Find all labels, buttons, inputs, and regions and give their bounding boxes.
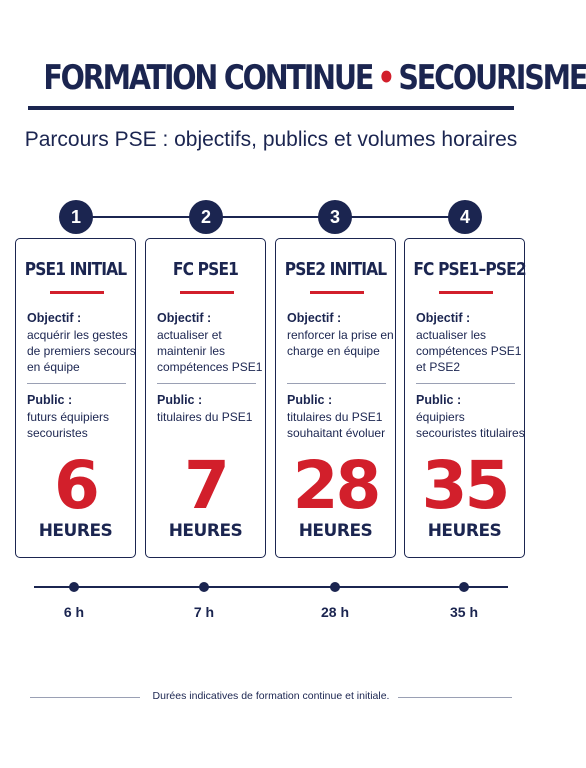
public-text: équipiers secouristes titulaires: [416, 410, 525, 440]
step-badge-2: 2: [189, 200, 223, 234]
card-title: PSE1 INITIAL: [24, 259, 127, 280]
timeline-axis: [34, 586, 508, 588]
step-badge-3: 3: [318, 200, 352, 234]
card-accent-line: [310, 291, 364, 294]
hours-unit: HEURES: [298, 521, 373, 541]
timeline-label-1: 6 h: [63, 604, 85, 620]
card-divider: [416, 383, 515, 384]
card-divider: [27, 383, 126, 384]
card-pse1-initial: [15, 238, 136, 558]
objectif-text: actualiser et maintenir les compétences PSE1: [157, 328, 263, 374]
hours-unit: HEURES: [38, 521, 113, 541]
title-part-1: FORMATION CONTINUE: [43, 58, 373, 98]
title-underline: [28, 106, 514, 110]
public-text: futurs équipiers secouristes: [27, 410, 110, 440]
timeline-dot-1: [69, 582, 79, 592]
card-accent-line: [439, 291, 493, 294]
objectif-text: renforcer la prise en charge en équipe: [287, 328, 394, 358]
card-accent-line: [180, 291, 234, 294]
card-accent-line: [50, 291, 104, 294]
card-pse2-initial: [275, 238, 396, 558]
steps-connector: [76, 216, 464, 218]
page-subtitle: Parcours PSE : objectifs, publics et volumes horaires: [24, 128, 518, 151]
public-label: Public :: [416, 393, 462, 407]
timeline-label-4: 35 h: [449, 604, 478, 620]
step-badge-4: 4: [448, 200, 482, 234]
card-divider: [157, 383, 256, 384]
public-text: titulaires du PSE1 souhaitant évoluer: [287, 410, 386, 440]
card-title: PSE2 INITIAL: [284, 259, 387, 280]
hours-unit: HEURES: [168, 521, 243, 541]
card-fc-pse1-pse2: [404, 238, 525, 558]
hours-value: 28: [292, 447, 379, 524]
title-separator: •: [377, 58, 394, 98]
hours-unit: HEURES: [427, 521, 502, 541]
hours-value: 7: [184, 447, 227, 524]
card-title: FC PSE1: [172, 259, 239, 280]
objectif-label: Objectif :: [27, 311, 82, 325]
timeline-dot-3: [330, 582, 340, 592]
timeline-dot-4: [459, 582, 469, 592]
page-title: [43, 58, 586, 98]
hours-value: 35: [421, 447, 508, 524]
public-text: titulaires du PSE1: [157, 410, 253, 424]
timeline-label-3: 28 h: [320, 604, 349, 620]
card-fc-pse1: [145, 238, 266, 558]
public-label: Public :: [157, 393, 203, 407]
title-part-2: SECOURISME: [398, 58, 586, 98]
step-badge-1: 1: [59, 200, 93, 234]
timeline-label-2: 7 h: [193, 604, 215, 620]
public-label: Public :: [287, 393, 333, 407]
card-title: FC PSE1–PSE2: [413, 259, 526, 280]
hours-value: 6: [54, 447, 97, 524]
objectif-text: acquérir les gestes de premiers secours en équipe: [27, 328, 136, 374]
objectif-text: actualiser les compétences PSE1 et PSE2: [416, 328, 522, 374]
card-divider: [287, 383, 386, 384]
timeline-dot-2: [199, 582, 209, 592]
objectif-label: Objectif :: [287, 311, 342, 325]
objectif-label: Objectif :: [157, 311, 212, 325]
public-label: Public :: [27, 393, 73, 407]
footnote: Durées indicatives de formation continue et initiale.: [152, 690, 390, 702]
objectif-label: Objectif :: [416, 311, 471, 325]
